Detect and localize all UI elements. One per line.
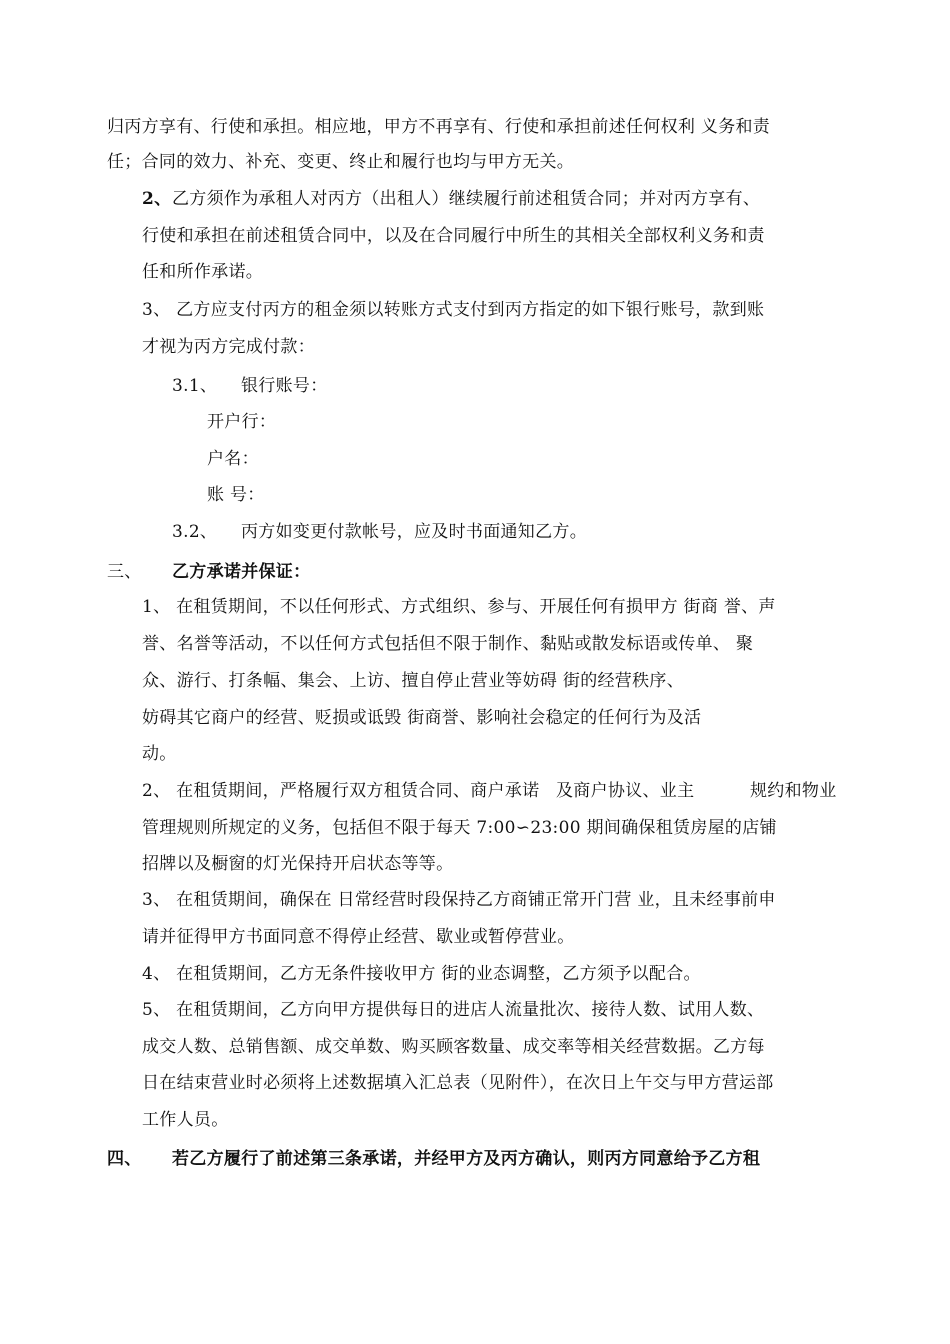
paragraph-line: 2、 在租赁期间，严格履行双方租赁合同、商户承诺 (142, 781, 540, 801)
paragraph-line: 3、 在租赁期间，确保在 日常经营时段保持乙方商铺正常开门营 业，且未经事前申 (142, 890, 776, 910)
paragraph-line: 3、 乙方应支付丙方的租金须以转账方式支付到丙方指定的如下银行账号，款到账 (142, 300, 765, 320)
paragraph-line: 5、 在租赁期间，乙方向甲方提供每日的进店人流量批次、接待人数、试用人数、 (142, 1000, 765, 1020)
paragraph-line: 乙方须作为承租人对丙方（出租人）继续履行前述租赁合同；并对丙方享有、 (172, 189, 761, 209)
paragraph-line: 众、游行、打条幅、集会、上访、擅自停止营业等妨碍 街的经营秩序、 (142, 671, 685, 691)
paragraph-line: 任；合同的效力、补充、变更、终止和履行也均与甲方无关。 (107, 152, 575, 172)
section-number: 四、 (107, 1149, 142, 1169)
paragraph-line: 日在结束营业时必须将上述数据填入汇总表（见附件），在次日上午交与甲方营运部 (142, 1073, 774, 1093)
paragraph-line: 招牌以及橱窗的灯光保持开启状态等等。 (142, 854, 454, 874)
paragraph-line: 工作人员。 (142, 1110, 229, 1130)
paragraph-line: 成交人数、总销售额、成交单数、购买顾客数量、成交率等相关经营数据。乙方每 (142, 1037, 765, 1057)
paragraph-line-overlap: 及商户协议、业主 (556, 781, 695, 801)
section-number: 三、 (107, 562, 142, 582)
paragraph-line: 动。 (142, 744, 177, 764)
clause-number: 3.1、 (172, 376, 218, 396)
clause-number: 3.2、 (172, 522, 218, 542)
paragraph-line: 4、 在租赁期间，乙方无条件接收甲方 街的业态调整，乙方须予以配合。 (142, 964, 701, 984)
bank-name-label: 开户行： (207, 412, 277, 432)
paragraph-line: 誉、名誉等活动，不以任何方式包括但不限于制作、黏贴或散发标语或传单、 聚 (142, 634, 754, 654)
paragraph-line: 任和所作承诺。 (142, 262, 264, 282)
section-heading: 乙方承诺并保证： (172, 562, 311, 582)
paragraph-line: 请并征得甲方书面同意不得停止经营、歇业或暂停营业。 (142, 927, 575, 947)
paragraph-line: 才视为丙方完成付款： (142, 337, 315, 357)
paragraph-line: 管理规则所规定的义务，包括但不限于每天 7:00∽23:00 期间确保租赁房屋的店铺 (142, 818, 777, 838)
paragraph-line: 归丙方享有、行使和承担。相应地，甲方不再享有、行使和承担前述任何权利 义务和责 (107, 117, 771, 137)
section-heading: 若乙方履行了前述第三条承诺，并经甲方及丙方确认，则丙方同意给予乙方租 (172, 1149, 761, 1169)
bank-account-label: 银行账号： (241, 376, 328, 396)
paragraph-line: 1、 在租赁期间，不以任何形式、方式组织、参与、开展任何有损甲方 街商 誉、声 (142, 597, 776, 617)
paragraph-line: 规约和物业 (750, 781, 837, 801)
account-holder-label: 户名： (207, 449, 259, 469)
paragraph-line: 丙方如变更付款帐号，应及时书面通知乙方。 (241, 522, 587, 542)
paragraph-line: 行使和承担在前述租赁合同中，以及在合同履行中所生的其相关全部权利义务和责 (142, 226, 765, 246)
paragraph-line: 妨碍其它商户的经营、贬损或诋毁 街商誉、影响社会稳定的任何行为及活 (142, 708, 702, 728)
account-number-label: 账 号： (207, 485, 265, 505)
clause-number: 2、 (142, 189, 172, 209)
